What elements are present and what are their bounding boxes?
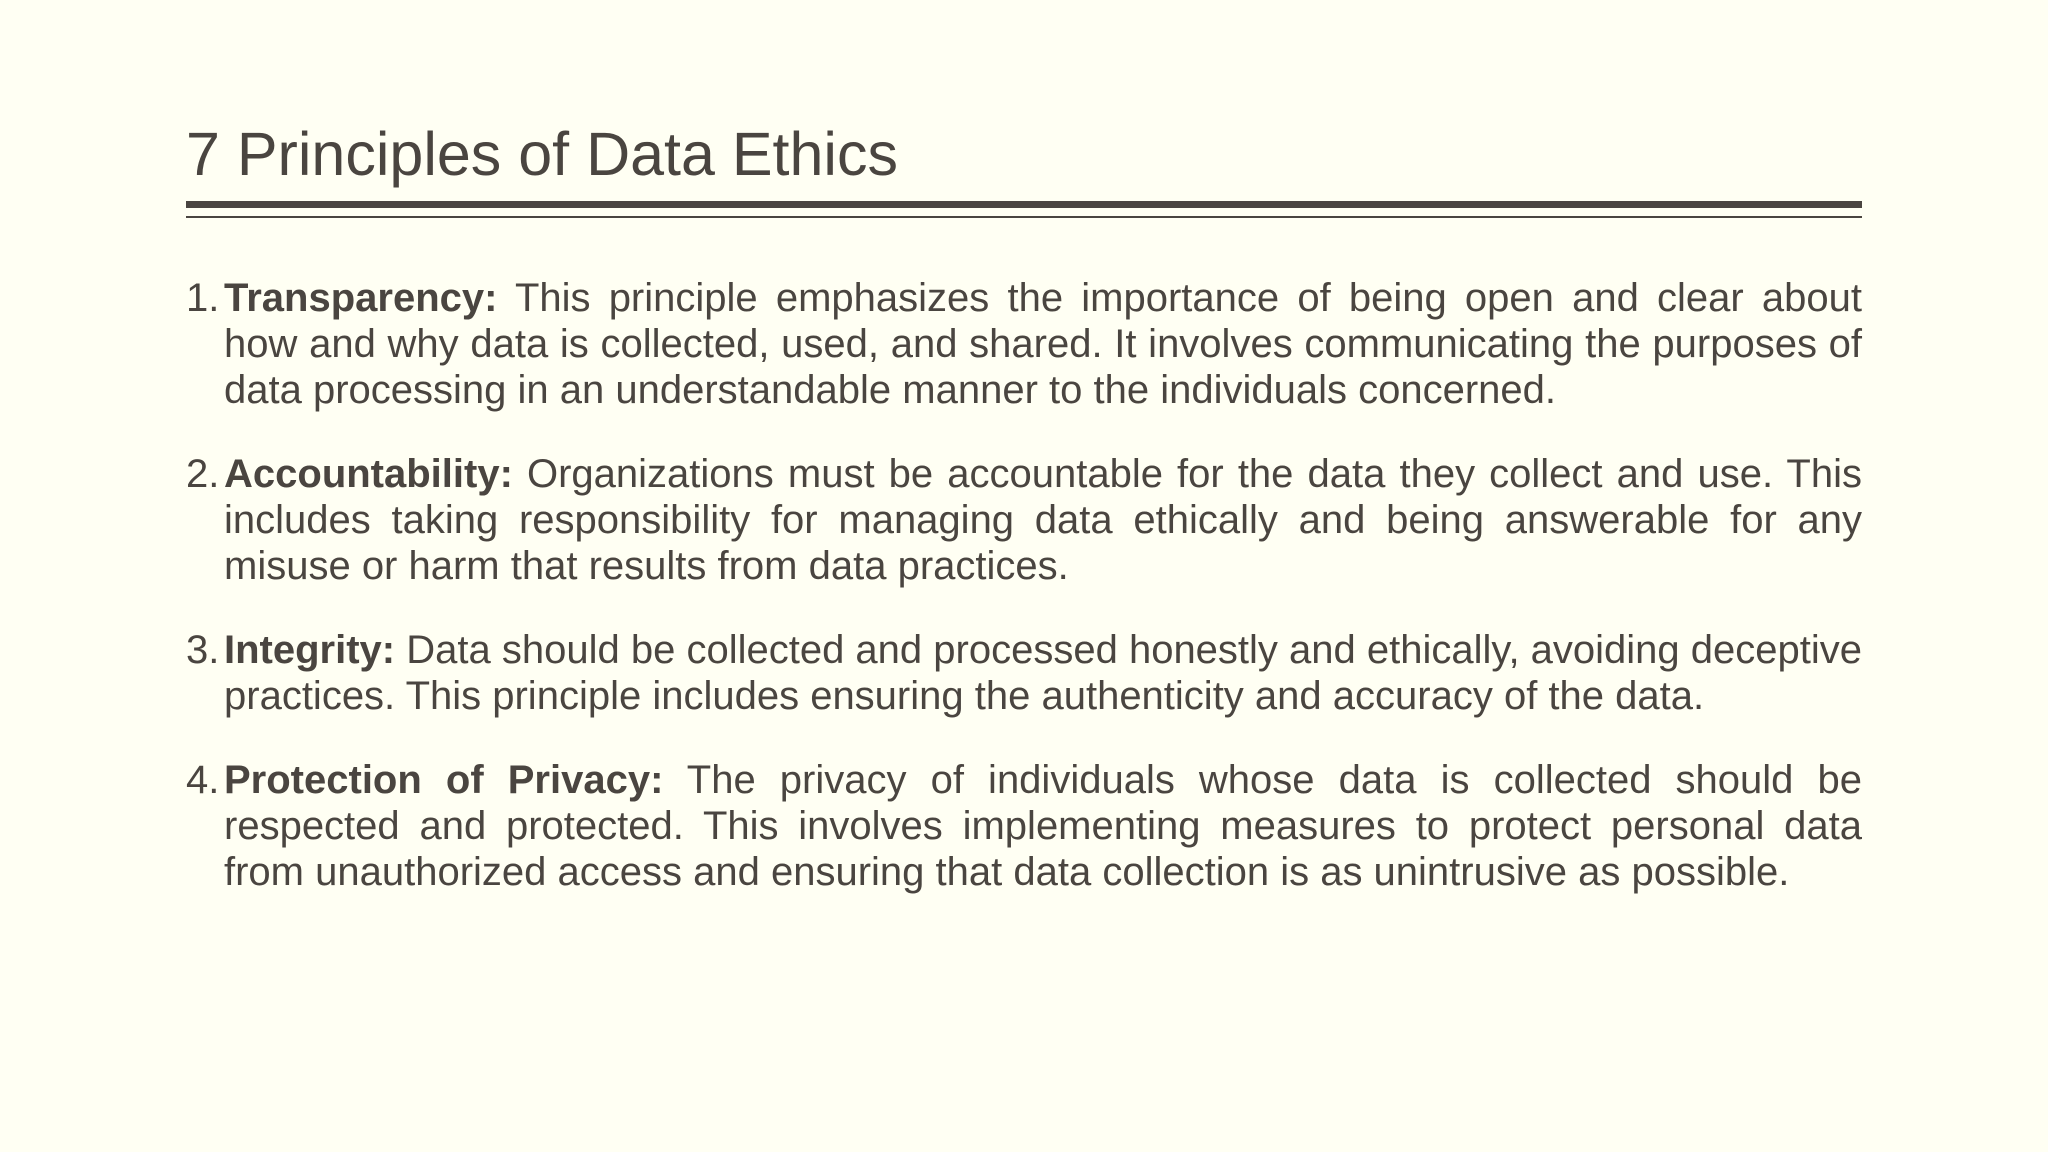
slide-title: 7 Principles of Data Ethics [186,120,898,188]
title-divider-thick [186,201,1862,208]
item-number: 4. [186,758,220,802]
item-term: Accountability: [224,452,513,496]
item-description: Organizations must be accountable for the data they collect and use. This includes taking responsibility for managing data ethically and being answerable for any misuse or harm that results from data practices. [224,452,1862,588]
principle-item-transparency [186,275,1862,413]
principle-item-protection-of-privacy [186,757,1862,895]
principle-item-accountability [186,451,1862,589]
item-number: 1. [186,276,220,320]
item-term: Protection of Privacy: [224,758,664,802]
title-divider-thin [186,216,1862,218]
item-description: The privacy of individuals whose data is collected should be respected and protected. This involves implementing measures to protect personal data from unauthorized access and ensuring that data collection is as unintrusive as possible. [224,758,1862,894]
item-number: 2. [186,452,220,496]
principles-list [186,275,1862,933]
item-term: Transparency: [224,276,498,320]
item-description: This principle emphasizes the importance of being open and clear about how and why data is collected, used, and shared. It involves communicating the purposes of data processing in an understandable manner to the individuals concerned. [224,276,1863,412]
item-description: Data should be collected and processed honestly and ethically, avoiding deceptive practices. This principle includes ensuring the authenticity and accuracy of the data. [224,628,1863,718]
item-number: 3. [186,628,220,672]
item-term: Integrity: [224,628,396,672]
principle-item-integrity [186,627,1862,719]
